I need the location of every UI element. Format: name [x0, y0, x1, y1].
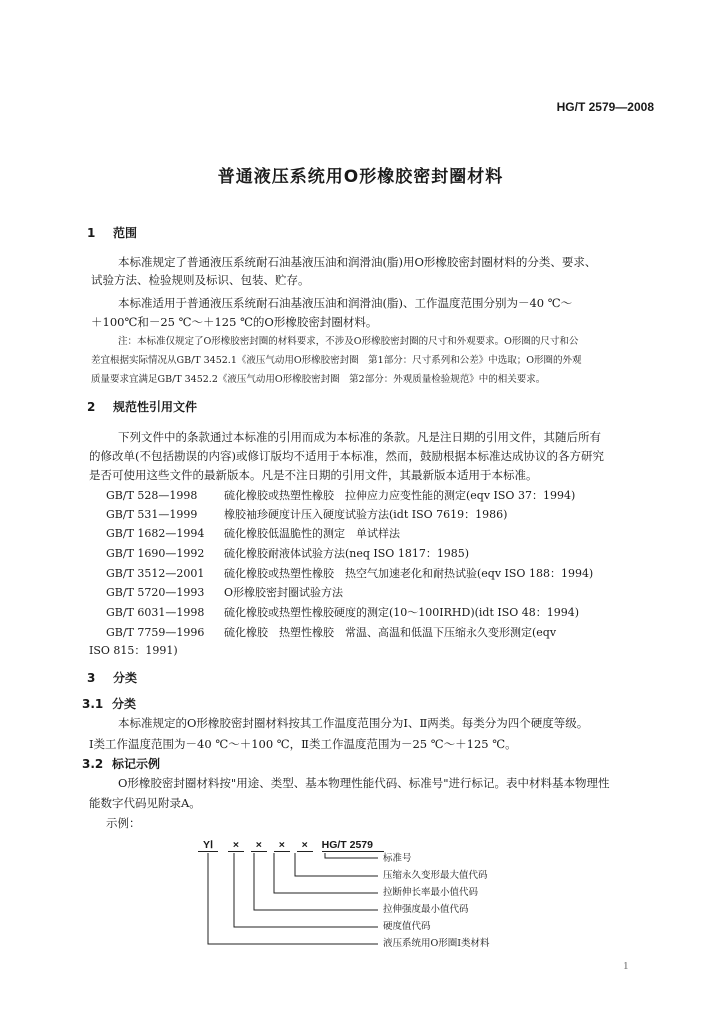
- section-number: 1: [87, 226, 96, 240]
- paragraph-line: 本标准规定了普通液压系统耐石油基液压油和润滑油(脂)用O形橡胶密封圈材料的分类、要求、: [118, 255, 597, 269]
- leader-line-compression: [295, 853, 378, 876]
- marking-label: 液压系统用O形圈Ⅰ类材料: [383, 938, 490, 949]
- leader-line-tensile: [254, 853, 378, 910]
- reference-code: GB/T 1690—1992: [106, 547, 205, 560]
- reference-code: GB/T 6031—1998: [106, 606, 205, 619]
- paragraph-line: ＋100℃和－25 ℃～＋125 ℃的O形橡胶密封圈材料。: [91, 315, 378, 329]
- reference-title: 硫化橡胶或热塑性橡胶 热空气加速老化和耐热试验(eqv ISO 188：1994): [224, 567, 594, 580]
- standard-number: HG/T 2579—2008: [556, 100, 654, 114]
- reference-title: 硫化橡胶耐液体试验方法(neq ISO 1817：1985): [224, 547, 470, 560]
- leader-line-hardness: [234, 853, 378, 927]
- code-part: ×: [274, 839, 290, 852]
- code-part: YⅠ: [198, 839, 218, 852]
- code-part: ×: [251, 839, 267, 852]
- marking-label: 压缩永久变形最大值代码: [383, 870, 488, 881]
- paragraph-line: Ⅰ类工作温度范围为－40 ℃～＋100 ℃，Ⅱ类工作温度范围为－25 ℃～＋125 ℃。: [89, 737, 517, 751]
- reference-code: GB/T 528—1998: [106, 489, 198, 502]
- marking-label: 标准号: [383, 853, 412, 864]
- subsection-title: 分类: [112, 697, 137, 711]
- note-line: 注：本标准仅规定了O形橡胶密封圈的材料要求，不涉及O形橡胶密封圈的尺寸和外观要求。O形圈的尺寸和公: [118, 336, 579, 347]
- marking-label: 硬度值代码: [383, 921, 431, 932]
- reference-continuation: ISO 815：1991): [89, 644, 178, 657]
- note-line: 差宜根据实际情况从GB/T 3452.1《液压气动用O形橡胶密封圈 第1部分：尺寸系列和公差》中选取；O形圈的外观: [91, 355, 582, 366]
- subsection-title: 标记示例: [112, 757, 161, 771]
- marking-label: 拉伸强度最小值代码: [383, 904, 469, 915]
- reference-code: GB/T 7759—1996: [106, 626, 205, 639]
- section-title: 规范性引用文件: [113, 400, 198, 414]
- leader-line-standard: [325, 853, 378, 858]
- section-title: 分类: [113, 671, 138, 685]
- section-number: 3: [87, 671, 96, 685]
- reference-title: 硫化橡胶或热塑性橡胶 拉伸应力应变性能的测定(eqv ISO 37：1994): [224, 489, 576, 502]
- leader-line-elongation: [274, 853, 378, 893]
- reference-title: 硫化橡胶低温脆性的测定 单试样法: [224, 527, 400, 540]
- reference-code: GB/T 1682—1994: [106, 527, 205, 540]
- paragraph-line: 本标准适用于普通液压系统耐石油基液压油和润滑油(脂)、工作温度范围分别为－40 ℃～: [118, 296, 573, 310]
- paragraph-line: 是否可使用这些文件的最新版本。凡是不注日期的引用文件，其最新版本适用于本标准。: [89, 468, 538, 482]
- example-label: 示例：: [106, 816, 141, 830]
- reference-title: O形橡胶密封圈试验方法: [224, 586, 344, 599]
- section-title: 范围: [113, 226, 138, 240]
- paragraph-line: 的修改单(不包括勘误的内容)或修订版均不适用于本标准，然而，鼓励根据本标准达成协议的各方研究: [89, 449, 604, 463]
- reference-title: 硫化橡胶或热塑性橡胶硬度的测定(10～100IRHD)(idt ISO 48：1994): [224, 606, 580, 619]
- subsection-number: 3.1: [82, 697, 104, 711]
- page-number: 1: [623, 960, 629, 972]
- paragraph-line: 能数字代码见附录A。: [89, 796, 201, 810]
- reference-code: GB/T 531—1999: [106, 508, 198, 521]
- code-part: ×: [297, 839, 313, 852]
- code-part: ×: [228, 839, 244, 852]
- reference-title: 硫化橡胶 热塑性橡胶 常温、高温和低温下压缩永久变形测定(eqv: [224, 626, 557, 639]
- marking-label: 拉断伸长率最小值代码: [383, 887, 479, 898]
- subsection-number: 3.2: [82, 757, 104, 771]
- document-title: 普通液压系统用O形橡胶密封圈材料: [217, 167, 504, 187]
- reference-code: GB/T 5720—1993: [106, 586, 205, 599]
- reference-code: GB/T 3512—2001: [106, 567, 205, 580]
- paragraph-line: 下列文件中的条款通过本标准的引用而成为本标准的条款。凡是注日期的引用文件，其随后所有: [118, 430, 601, 444]
- reference-title: 橡胶袖珍硬度计压入硬度试验方法(idt ISO 7619：1986): [224, 508, 508, 521]
- code-part: HG/T 2579: [322, 839, 384, 852]
- note-line: 质量要求宜满足GB/T 3452.2《液压气动用O形橡胶密封圈 第2部分：外观质量检验规范》中的相关要求。: [91, 374, 546, 385]
- paragraph-line: O形橡胶密封圈材料按"用途、类型、基本物理性能代码、标准号"进行标记。表中材料基本物理性: [118, 776, 610, 790]
- section-number: 2: [87, 400, 96, 414]
- paragraph-line: 试验方法、检验规则及标识、包装、贮存。: [91, 273, 310, 287]
- paragraph-line: 本标准规定的O形橡胶密封圈材料按其工作温度范围分为Ⅰ、Ⅱ两类。每类分为四个硬度等级。: [118, 716, 589, 730]
